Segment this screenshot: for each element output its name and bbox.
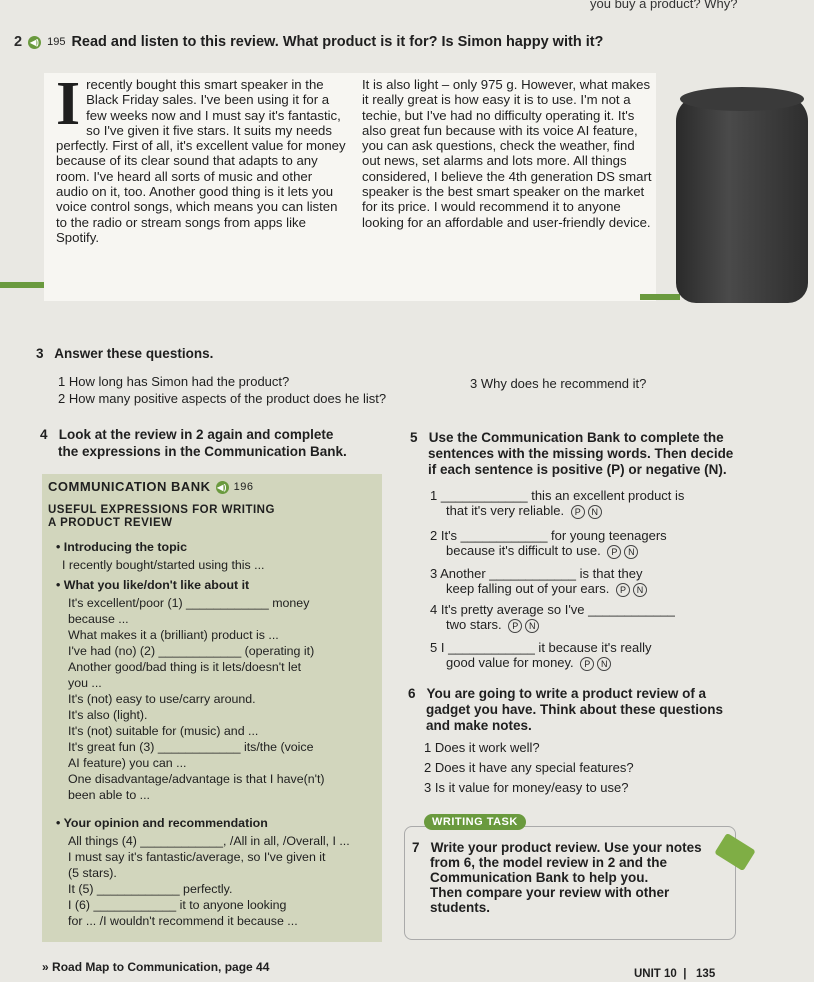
review-column-2: It is also light – only 975 g. However, what makes it really great is how easy it is to use. I'm not a techie, but I've had no difficulty operating it. It's also great fun because with its voice AI feature, you can ask questions, check the weather, find out news, set alarms and lots more. All things considered, I believe the 4th generation DS smart speaker is the best smart speaker on the market for its price. I would recommend it to anyone looking for an affordable and user-friendly device. [362,77,652,230]
exercise-7-heading [412,840,702,915]
exercise-instruction: Read and listen to this review. What product is it for? Is Simon happy with it? [71,34,604,50]
smart-speaker-image [676,95,808,303]
chevron-right-icon: » [42,960,49,974]
sentence-text: 4 It's pretty average so I've ____________ [430,602,675,617]
exercise-number: 2 [14,34,23,50]
exercise-4-heading [40,426,347,460]
negative-option[interactable]: N [588,505,602,519]
question-3: 3 Why does he recommend it? [470,376,647,391]
exercise-title: Answer these questions. [54,346,214,361]
review-column-1 [56,70,346,245]
sentence-1 [430,488,684,519]
exercise-text: students. [430,900,491,915]
sentence-2 [430,528,667,559]
bank-line: It (5) ____________ perfectly. [68,882,233,896]
exercise-text: Then compare your review with other [430,885,670,900]
bank-line: Another good/bad thing is it lets/doesn't let [68,660,302,674]
exercise-text: Look at the review in 2 again and complete [58,427,334,442]
bank-title [48,480,253,494]
sentence-5 [430,640,651,671]
exercise-number: 3 [36,346,44,361]
exercise-text: from 6, the model review in 2 and the [430,855,668,870]
bank-line: I've had (no) (2) ____________ (operating it) [68,644,315,658]
sentence-text: good value for money. [446,655,574,670]
bank-line: I must say it's fantastic/average, so I've given it [68,850,326,864]
bank-line: I recently bought/started using this ... [62,558,265,572]
page-number: 135 [696,968,716,980]
exercise-text: if each sentence is positive (P) or negative (N). [428,462,727,477]
exercise-text: sentences with the missing words. Then decide [428,446,734,461]
audio-icon: ◀) [28,36,41,49]
bank-line: been able to ... [68,788,150,802]
negative-option[interactable]: N [624,545,638,559]
exercise-number: 6 [408,686,416,701]
exercise-text: Write your product review. Use your notes [430,840,702,855]
sentence-text: keep falling out of your ears. [446,581,610,596]
track-number: 195 [47,36,66,48]
positive-option[interactable]: P [616,583,630,597]
sentence-4 [430,602,675,633]
audio-icon: ◀) [217,482,227,492]
positive-option[interactable]: P [508,619,522,633]
exercise-number: 7 [412,840,420,855]
exercise-text: gadget you have. Think about these questions [426,702,724,717]
exercise-2-heading [14,34,603,50]
question-1: 1 How long has Simon had the product? [58,374,290,389]
sentence-text: two stars. [446,617,502,632]
subtitle-line: USEFUL EXPRESSIONS FOR WRITING [48,504,275,516]
bank-line: I (6) ____________ it to anyone looking [68,898,287,912]
sentence-text: that it's very reliable. [446,503,565,518]
road-map-link[interactable] [42,960,269,974]
bank-line: you ... [68,676,102,690]
bank-line: What makes it a (brilliant) product is ... [68,628,279,642]
review-text-box [44,70,656,301]
question-3: 3 Is it value for money/easy to use? [424,780,629,795]
bank-line: AI feature) you can ... [68,756,187,770]
bank-line: (5 stars). [68,866,117,880]
bank-title-text: COMMUNICATION BANK [48,479,211,494]
bank-line: It's (not) suitable for (music) and ... [68,724,259,738]
cut-off-text: you buy a product? Why? [590,0,738,11]
sentence-text: 5 I ____________ it because it's really [430,640,652,655]
writing-task-label: WRITING TASK [424,814,526,830]
exercise-5-heading [410,430,733,478]
bank-line: It's (not) easy to use/carry around. [68,692,256,706]
negative-option[interactable]: N [633,583,647,597]
review-paragraph-1: recently bought this smart speaker in the Black Friday sales. I've been using it for a few weeks now and I must say it's fantastic, so I've given it five stars. It suits my needs perfectly. First of all, it's excellent value for money because of its clear sound that adapts to any room. I've heard all sorts of music and other audio on it, too. Another good thing is it lets you voice control songs, which means you can listen to the radio or stream songs from apps like Spotify. [56,77,346,245]
page-footer: UNIT 10 | 135 [634,968,716,980]
bank-heading: • Introducing the topic [56,540,187,554]
bank-line: All things (4) ____________, /All in all, /Overall, I ... [68,834,350,848]
road-map-text: Road Map to Communication, page 44 [52,960,270,974]
bank-heading: • What you like/don't like about it [56,578,249,592]
exercise-text: the expressions in the Communication Bank. [58,444,347,459]
negative-option[interactable]: N [597,657,611,671]
exercise-number: 4 [40,427,48,442]
bank-line: It's excellent/poor (1) ____________ money [68,596,310,610]
bank-line: One disadvantage/advantage is that I have(n't) [68,772,325,786]
subtitle-line: A PRODUCT REVIEW [48,517,173,529]
track-number: 196 [233,481,254,493]
exercise-6-heading [408,686,723,734]
question-2: 2 How many positive aspects of the product does he list? [58,391,387,406]
exercise-3-heading [36,346,213,361]
positive-option[interactable]: P [607,545,621,559]
sentence-text: because it's difficult to use. [446,543,601,558]
sentence-3 [430,566,647,597]
bank-line: It's great fun (3) ____________ its/the (voice [68,740,314,754]
exercise-text: Use the Communication Bank to complete the [428,430,724,445]
communication-bank [42,474,382,942]
bank-line: It's also (light). [68,708,148,722]
exercise-text: Communication Bank to help you. [430,870,649,885]
bank-line: because ... [68,612,129,626]
positive-option[interactable]: P [571,505,585,519]
bank-heading: • Your opinion and recommendation [56,816,268,830]
bank-subtitle [48,504,275,530]
unit-label: UNIT 10 [634,968,677,980]
decorative-bar [0,282,44,288]
exercise-text: and make notes. [426,718,532,733]
question-1: 1 Does it work well? [424,740,540,755]
bank-line: for ... /I wouldn't recommend it because ... [68,914,298,928]
exercise-text: You are going to write a product review of a [426,686,707,701]
negative-option[interactable]: N [525,619,539,633]
decorative-bar [640,294,680,300]
exercise-number: 5 [410,430,418,445]
drop-cap: I [56,70,81,138]
positive-option[interactable]: P [580,657,594,671]
sentence-text: 2 It's ____________ for young teenagers [430,528,667,543]
question-2: 2 Does it have any special features? [424,760,634,775]
sentence-text: 3 Another ____________ is that they [430,566,643,581]
sentence-text: 1 ____________ this an excellent product is [430,488,685,503]
